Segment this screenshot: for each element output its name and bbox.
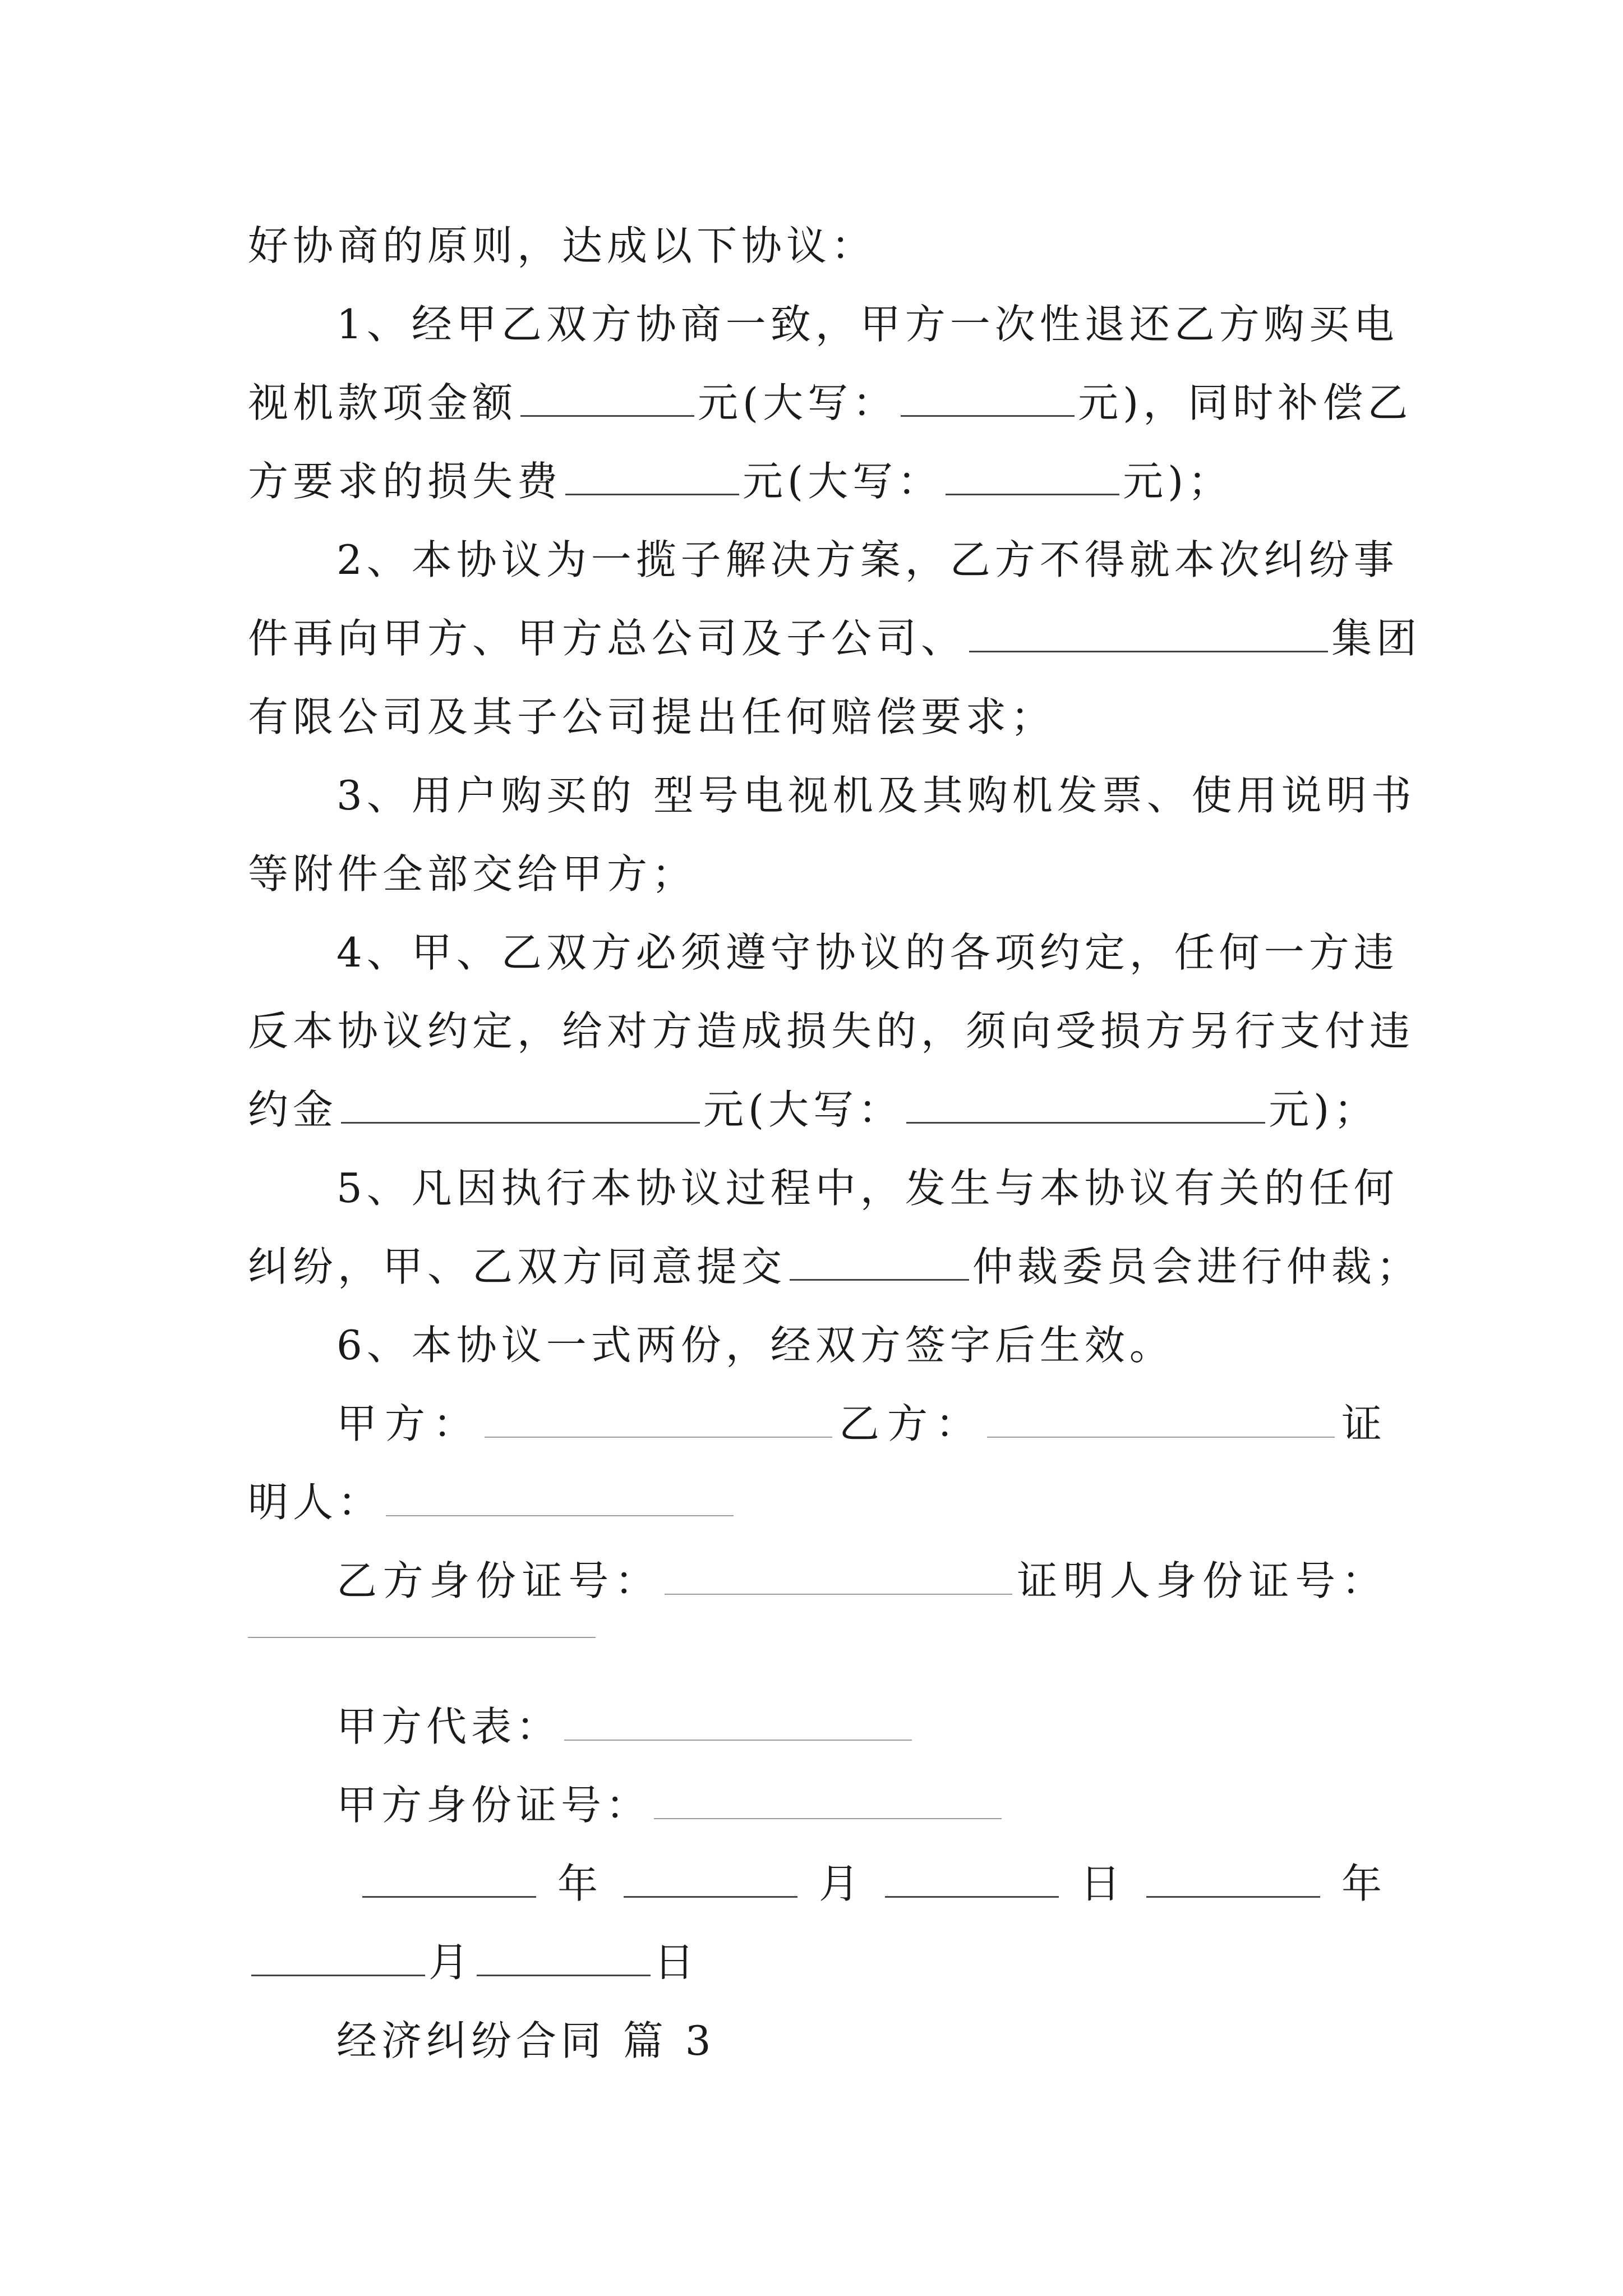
text-segment: 甲方： [336,1400,481,1447]
text-segment: 4、甲、乙双方必须遵守协议的各项约定，任何一方违 [336,929,1399,976]
party-a-blank [485,1392,832,1438]
party-b-id-blank [665,1549,1012,1595]
witness-id-blank [248,1637,596,1638]
day-blank-2 [477,1930,651,1976]
text-segment: 乙方： [835,1400,984,1447]
party-a-rep-line [336,1693,1386,1760]
signature-line-2 [248,1469,1386,1536]
text-segment: 明人： [248,1479,383,1526]
text-segment: 1、经甲乙双方协商一致，甲方一次性退还乙方购买电 [336,301,1399,348]
text-segment: 元(大写： [743,458,943,505]
text-segment: 乙方身份证号： [336,1557,661,1604]
month-blank-2 [251,1930,425,1976]
text-segment: 纠纷，甲、乙双方同意提交 [248,1243,787,1290]
day-blank [885,1851,1059,1898]
party-b-blank [987,1392,1335,1438]
text-segment: 件再向甲方、甲方总公司及子公司、 [248,615,966,662]
text-segment: 视机款项金额 [248,379,518,426]
text-segment: 元)； [1269,1086,1379,1133]
text-segment: 甲方身份证号： [336,1782,651,1829]
clause-6-line [336,1312,1386,1379]
clause-3-line-1 [336,762,1416,829]
section-heading [336,2007,1386,2074]
witness-blank [386,1470,734,1516]
text-segment: 月 [800,1860,882,1907]
date-line-2 [248,1929,1386,1996]
clause-3-line-2 [248,840,1386,908]
text-segment: 月 [428,1939,474,1986]
clause-1-line-1 [336,291,1399,358]
text-segment: 3、用户购买的 型号电视机及其购机发票、使用说明书 [336,772,1416,819]
text-segment: 元(大写： [698,379,898,426]
text-segment: 等附件全部交给甲方； [248,850,697,898]
text-segment: 甲方代表： [336,1703,561,1750]
text-segment: 2、本协议为一揽子解决方案，乙方不得就本次纠纷事 [336,536,1399,583]
clause-1-line-3 [248,448,1386,515]
text-segment: 年 [540,1860,620,1907]
text-segment: 日 [654,1939,699,1986]
clause-4-line-1 [336,919,1399,986]
clause-2-line-3 [248,683,1386,751]
year-blank-2 [1146,1851,1320,1898]
party-a-rep-blank [564,1695,912,1741]
clause-4-line-3 [248,1076,1386,1143]
amount-blank [520,370,694,417]
text-segment: 约金 [248,1086,338,1133]
loss-fee-blank [565,449,739,495]
text-segment: 有限公司及其子公司提出任何赔偿要求； [248,693,1056,740]
text-segment: 年 [1323,1860,1386,1907]
text-line [248,212,1386,279]
party-a-id-line [336,1772,1386,1839]
id-number-line [336,1547,1386,1614]
penalty-blank [341,1077,700,1124]
date-line-1 [359,1850,1386,1917]
text-segment: 6、本协议一式两份，经双方签字后生效。 [336,1322,1174,1369]
arbitration-blank [790,1234,969,1281]
clause-2-line-1 [336,526,1399,593]
text-segment: 反本协议约定，给对方造成损失的，须向受损方另行支付违 [248,1007,1415,1055]
month-blank [624,1851,797,1898]
clause-5-line-1 [336,1154,1399,1222]
text-segment: 5、凡因执行本协议过程中，发生与本协议有关的任何 [336,1165,1399,1212]
text-segment: 经济纠纷合同 篇 3 [336,2017,716,2064]
signature-line-1 [336,1390,1386,1457]
group-company-blank [969,606,1328,652]
text-segment: 元(大写： [703,1086,903,1133]
party-a-id-blank [654,1773,1002,1819]
text-segment: 方要求的损失费 [248,458,562,505]
penalty-words-blank [906,1077,1265,1124]
text-segment: 仲裁委员会进行仲裁； [972,1243,1422,1290]
text-segment: 证 [1338,1400,1386,1447]
clause-2-line-2 [248,605,1422,672]
clause-4-line-2 [248,997,1415,1065]
text-segment: 元)； [1123,458,1233,505]
text-segment: 好协商的原则，达成以下协议： [248,222,877,269]
loss-fee-words-blank [946,449,1119,495]
year-blank [362,1851,536,1898]
text-segment: 元)，同时补偿乙 [1078,379,1413,426]
text-segment: 集团 [1331,615,1422,662]
text-segment: 证明人身份证号： [1015,1557,1386,1604]
amount-words-blank [901,370,1075,417]
clause-1-line-2 [248,369,1413,436]
text-segment: 日 [1062,1860,1143,1907]
clause-5-line-2 [248,1233,1422,1300]
